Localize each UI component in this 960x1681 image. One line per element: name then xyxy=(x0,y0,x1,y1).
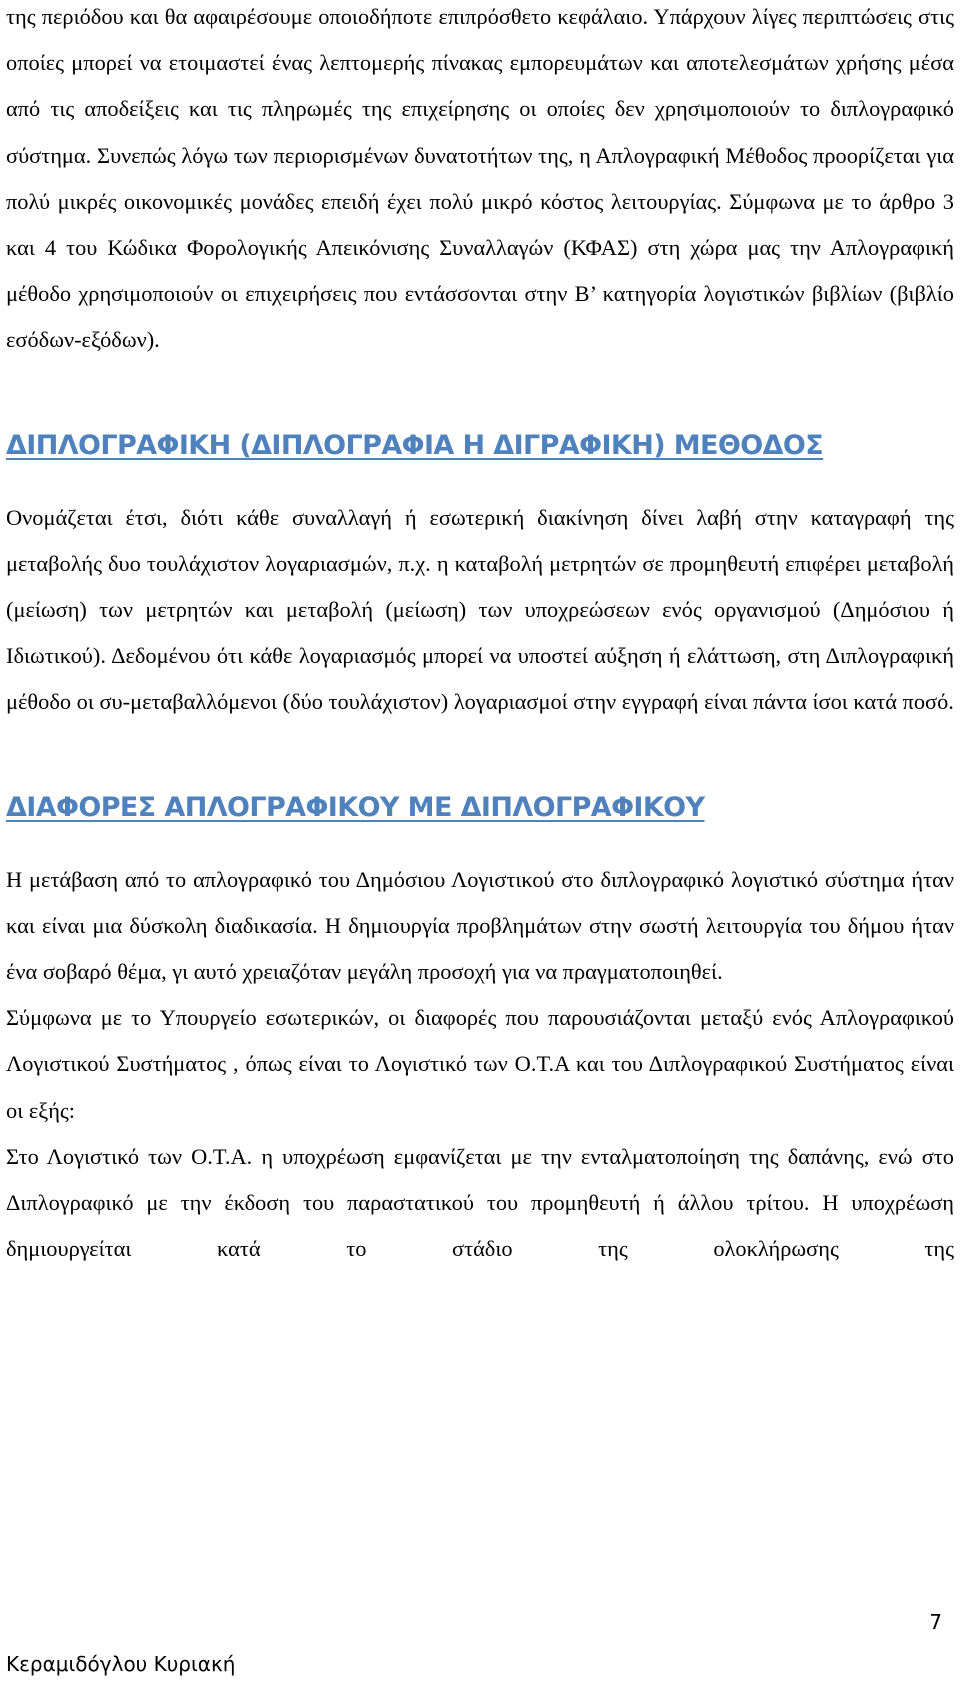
page-number: 7 xyxy=(929,1610,942,1634)
footer-author: Κεραμιδόγλου Κυριακή xyxy=(6,1652,236,1676)
heading-double-entry-method: ΔΙΠΛΟΓΡΑΦΙΚΗ (ΔΙΠΛΟΓΡΑΦΙΑ Η ΔΙΓΡΑΦΙΚΗ) ΜΕΘΟΔΟΣ xyxy=(6,429,824,461)
differences-paragraph-1: Η μετάβαση από το απλογραφικό του Δημόσιου Λογιστικού στο διπλογραφικό λογιστικό σύστημα ήταν και είναι μια δύσκολη διαδικασία. Η δημιουργία προβλημάτων στην σωστή λειτουργία του δήμου ήταν ένα σοβαρό θέμα, γι αυτό χρειαζόταν μεγάλη προσοχή για να πραγματοποιηθεί. xyxy=(6,866,954,985)
differences-paragraph-3: Στο Λογιστικό των Ο.Τ.Α. η υποχρέωση εμφανίζεται με την ενταλματοποίηση της δαπάνης, ενώ στο Διπλογραφικό με την έκδοση του παραστατικού του προμηθευτή ή άλλου τρίτου. Η υποχρέωση δημιουργείται κατά το στάδιο της ολοκλήρωσης της xyxy=(6,1143,954,1262)
double-entry-paragraph: Ονομάζεται έτσι, διότι κάθε συναλλαγή ή εσωτερική διακίνηση δίνει λαβή στην καταγραφή της μεταβολής δυο τουλάχιστον λογαριασμών, π.χ. η καταβολή μετρητών σε προμηθευτή επιφέρει μεταβολή (μείωση) των μετρητών και μεταβολή (μείωση) των υποχρεώσεων ενός οργανισμού (Δημόσιου ή Ιδιωτικού). Δεδομένου ότι κάθε λογαριασμός μπορεί να υποστεί αύξηση ή ελάττωση, στη Διπλογραφική μέθοδο οι συ-μεταβαλλόμενοι (δύο τουλάχιστον) λογαριασμοί στην εγγραφή είναι πάντα ίσοι κατά ποσό. xyxy=(6,504,954,715)
intro-paragraph: της περιόδου και θα αφαιρέσουμε οποιοδήποτε επιπρόσθετο κεφάλαιο. Υπάρχουν λίγες περιπτώσεις στις οποίες μπορεί να ετοιμαστεί ένας λεπτομερής πίνακας εμπορευμάτων και αποτελεσμάτων χρήσης μέσα από τις αποδείξεις και τις πληρωμές της επιχείρησης οι οποίες δεν χρησιμοποιούν το διπλογραφικό σύστημα. Συνεπώς λόγω των περιορισμένων δυνατοτήτων της, η Απλογραφική Μέθοδος προορίζεται για πολύ μικρές οικονομικές μονάδες επειδή έχει πολύ μικρό κόστος λειτουργίας. Σύμφωνα με το άρθρο 3 και 4 του Κώδικα Φορολογικής Απεικόνισης Συναλλαγών (ΚΦΑΣ) στη χώρα μας την Απλογραφική μέθοδο χρησιμοποιούν οι επιχειρήσεις που εντάσσονται στην Β’ κατηγορία λογιστικών βιβλίων (βιβλίο εσόδων-εξόδων). xyxy=(6,4,954,353)
differences-paragraph-2: Σύμφωνα με το Υπουργείο εσωτερικών, οι διαφορές που παρουσιάζονται μεταξύ ενός Απλογραφικού Λογιστικού Συστήματος , όπως είναι το Λογιστικό των Ο.Τ.Α και του Διπλογραφικού Συστήματος είναι οι εξής: xyxy=(6,1005,954,1123)
page-content xyxy=(6,0,954,1272)
heading-differences: ΔΙΑΦΟΡΕΣ ΑΠΛΟΓΡΑΦΙΚΟΥ ΜΕ ΔΙΠΛΟΓΡΑΦΙΚΟΥ xyxy=(6,791,705,823)
